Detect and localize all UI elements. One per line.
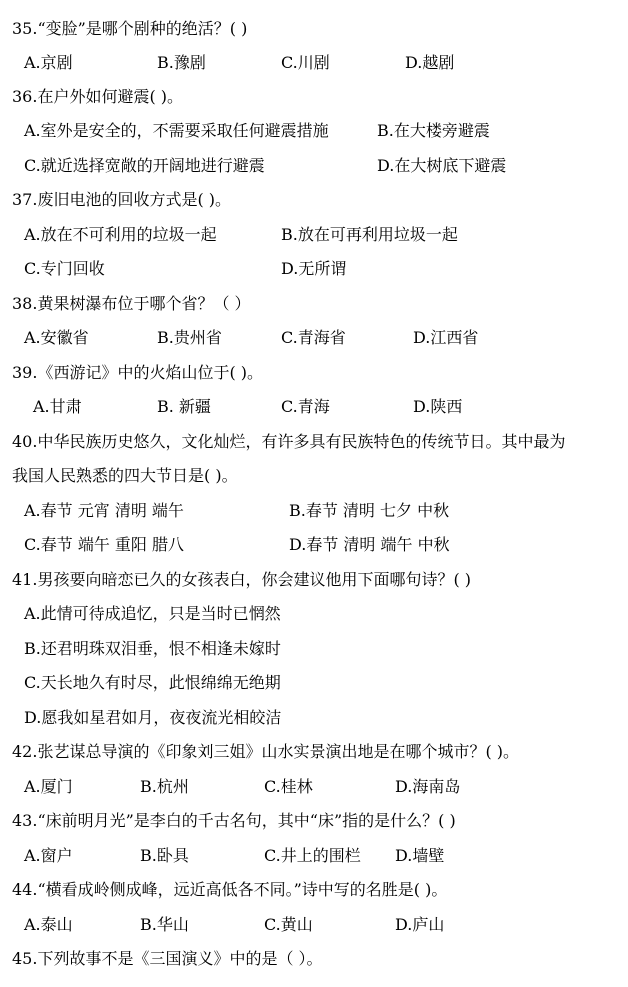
option-a: A.室外是安全的，不需要采取任何避震措施 (24, 121, 329, 140)
option-a: A.春节 元宵 清明 端午 (24, 501, 184, 520)
option-d: D.无所谓 (281, 259, 347, 278)
option-c: C.桂林 (264, 777, 313, 796)
option-c: C.井上的围栏 (264, 846, 361, 865)
option-b: B.春节 清明 七夕 中秋 (289, 501, 450, 520)
option-b: B.放在可再利用垃圾一起 (281, 225, 458, 244)
question-40: 40.中华民族历史悠久，文化灿烂，有许多具有民族特色的传统节日。其中最为 (12, 432, 566, 451)
option-d: D.陕西 (413, 397, 463, 416)
option-b: B.豫剧 (157, 53, 206, 72)
option-c: C.青海省 (281, 328, 346, 347)
question-39: 39.《西游记》中的火焰山位于( )。 (12, 363, 264, 382)
option-d: D.庐山 (395, 915, 445, 934)
option-d: D.在大树底下避震 (377, 156, 507, 175)
option-d: D.江西省 (413, 328, 479, 347)
option-c: C.川剧 (281, 53, 330, 72)
question-36: 36.在户外如何避震( )。 (12, 87, 184, 106)
option-c: C.青海 (281, 397, 330, 416)
question-45: 45.下列故事不是《三国演义》中的是（ ）。 (12, 949, 323, 968)
option-c: C.黄山 (264, 915, 313, 934)
question-43: 43.“床前明月光”是李白的千古名句，其中“床”指的是什么？( ) (12, 811, 456, 830)
option-a: A.放在不可利用的垃圾一起 (24, 225, 217, 244)
option-a: A.安徽省 (24, 328, 89, 347)
option-c: C.就近选择宽敞的开阔地进行避震 (24, 156, 265, 175)
option-a: A.泰山 (24, 915, 73, 934)
option-a: A.此情可待成追忆，只是当时已惘然 (24, 604, 281, 623)
question-42: 42.张艺谋总导演的《印象刘三姐》山水实景演出地是在哪个城市？( )。 (12, 742, 520, 761)
option-d: D.海南岛 (395, 777, 461, 796)
option-a: A.甘肃 (33, 397, 82, 416)
option-b: B.杭州 (140, 777, 189, 796)
question-38: 38.黄果树瀑布位于哪个省？（ ） (12, 294, 251, 313)
option-a: A.京剧 (24, 53, 73, 72)
option-d: D.越剧 (405, 53, 455, 72)
option-d: D.墙壁 (395, 846, 445, 865)
option-b: B.华山 (140, 915, 189, 934)
option-d: D.愿我如星君如月，夜夜流光相皎洁 (24, 708, 282, 727)
option-c: C.专门回收 (24, 259, 105, 278)
option-b: B.贵州省 (157, 328, 222, 347)
question-37: 37.废旧电池的回收方式是( )。 (12, 190, 232, 209)
option-b: B. 新疆 (157, 397, 211, 416)
option-a: A.厦门 (24, 777, 73, 796)
option-a: A.窗户 (24, 846, 73, 865)
option-d: D.春节 清明 端午 中秋 (289, 535, 450, 554)
question-41: 41.男孩要向暗恋已久的女孩表白，你会建议他用下面哪句诗？( ) (12, 570, 472, 589)
option-c: C.春节 端午 重阳 腊八 (24, 535, 185, 554)
option-b: B.卧具 (140, 846, 189, 865)
option-b: B.还君明珠双泪垂，恨不相逢未嫁时 (24, 639, 281, 658)
question-40-continued: 我国人民熟悉的四大节日是( )。 (12, 466, 238, 485)
question-44: 44.“横看成岭侧成峰，远近高低各不同。”诗中写的名胜是( )。 (12, 880, 448, 899)
option-c: C.天长地久有时尽，此恨绵绵无绝期 (24, 673, 281, 692)
option-b: B.在大楼旁避震 (377, 121, 490, 140)
question-35: 35.“变脸”是哪个剧种的绝活？( ) (12, 19, 248, 38)
